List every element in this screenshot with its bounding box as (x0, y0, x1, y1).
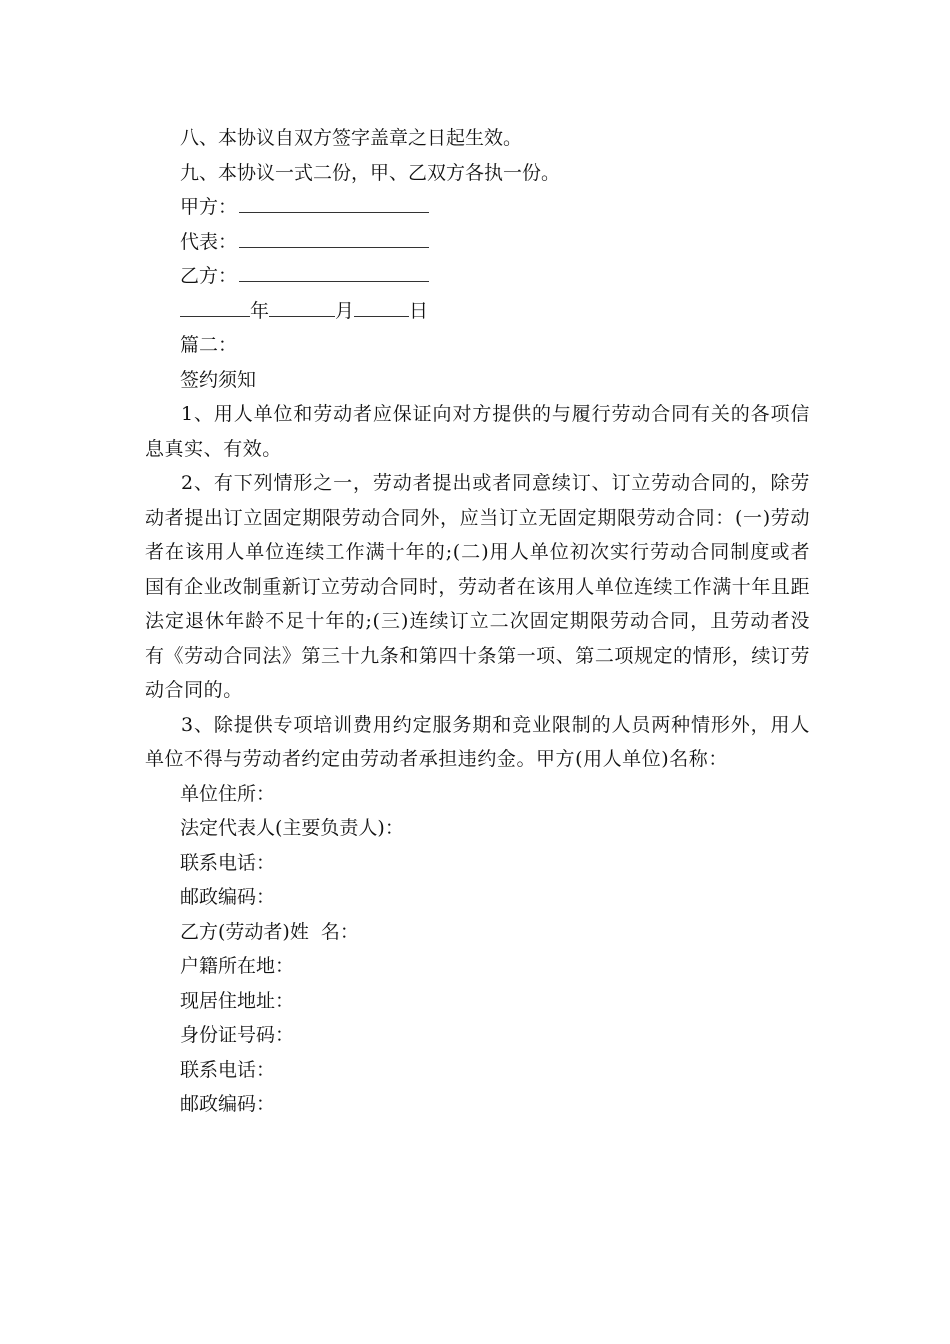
notice-item-3: 3、除提供专项培训费用约定服务期和竞业限制的人员两种情形外，用人单位不得与劳动者约定由劳动者承担违约金。甲方(用人单位)名称： (145, 713, 810, 770)
party-b-label: 乙方： (180, 265, 238, 287)
clause-8: 八、本协议自双方签字盖章之日起生效。 (180, 127, 523, 149)
day-label: 日 (409, 299, 429, 322)
representative-label: 代表： (180, 230, 238, 253)
year-label: 年 (250, 299, 270, 322)
representative-signature-line (145, 225, 810, 260)
employee-residence-field: 现居住地址： (180, 989, 295, 1012)
employee-postcode-field: 邮政编码： (180, 1093, 276, 1115)
day-blank (354, 298, 409, 317)
party-b-blank (239, 263, 429, 282)
document-body (145, 121, 810, 1122)
employer-postcode-field: 邮政编码： (180, 886, 276, 908)
employee-phone-field: 联系电话： (180, 1058, 276, 1081)
date-line (145, 294, 810, 329)
part-two-heading: 篇二： (180, 334, 238, 356)
notice-item-1: 1、用人单位和劳动者应保证向对方提供的与履行劳动合同有关的各项信息真实、有效。 (145, 403, 810, 460)
clause-9: 九、本协议一式二份，甲、乙双方各执一份。 (180, 161, 561, 184)
party-a-label: 甲方： (180, 196, 238, 218)
month-label: 月 (335, 299, 355, 322)
notice-item-2: 2、有下列情形之一，劳动者提出或者同意续订、订立劳动合同的，除劳动者提出订立固定期限劳动合同外，应当订立无固定期限劳动合同：(一)劳动者在该用人单位连续工作满十年的;(二)用人单位初次实行劳动合同制度或者国有企业改制重新订立劳动合同时，劳动者在该用人单位连续工作满十年且距法定退休年龄不足十年的;(三)连续订立二次固定期限劳动合同，且劳动者没有《劳动合同法》第三十九条和第四十条第一项、第二项规定的情形，续订劳动合同的。 (145, 472, 810, 701)
notice-title: 签约须知 (180, 368, 257, 391)
party-a-blank (239, 194, 429, 213)
employee-household-field: 户籍所在地： (180, 955, 295, 977)
employer-address-field: 单位住所： (180, 782, 276, 805)
party-a-signature-line (145, 190, 810, 225)
employee-id-field: 身份证号码： (180, 1024, 295, 1046)
employer-legal-rep-field: 法定代表人(主要负责人)： (180, 817, 404, 839)
employee-name-field: 乙方(劳动者)姓 名： (180, 920, 359, 943)
party-b-signature-line (145, 259, 810, 294)
employer-phone-field: 联系电话： (180, 851, 276, 874)
representative-blank (239, 229, 429, 248)
year-blank (180, 298, 250, 317)
month-blank (269, 298, 335, 317)
